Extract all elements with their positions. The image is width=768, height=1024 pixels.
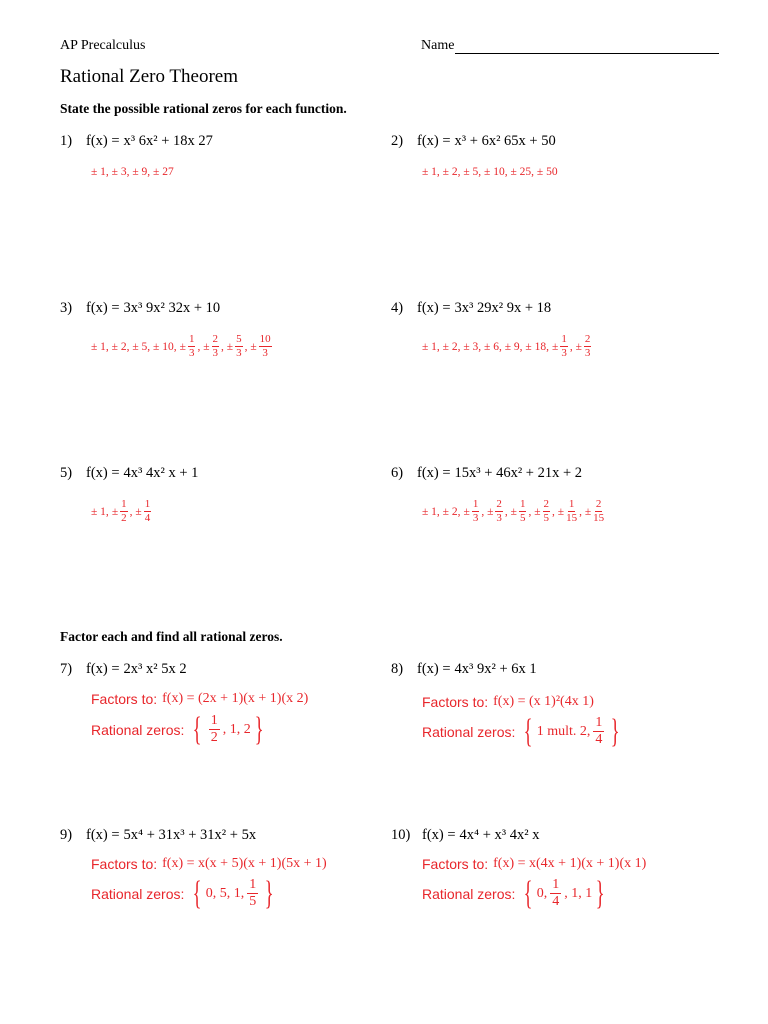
frac-sign: ± [179,340,186,353]
problem-5 [60,465,198,482]
zeros-prefix: 1 mult. 2, [536,723,591,739]
problem-number: 1) [60,133,73,149]
function-expression: 2x³ x² 5x 2 [123,661,187,677]
function-name: f(x) = [417,300,451,316]
answer-text: ± 1, ± 2, ± 5, ± 10, ± 25, ± 50 [422,166,558,178]
frac-sign: ± [552,340,559,353]
function-expression: 5x⁴ + 31x³ + 31x² + 5x [123,827,257,843]
function-expression: x³ 6x² + 18x 27 [123,133,213,149]
zeros-fraction: $\frac{1}{2}$ [210,713,218,745]
problem-2 [391,133,556,150]
answer-6 [422,498,606,525]
answer-fraction: $\frac{2}{3}$ [584,333,591,359]
answer-5 [91,498,153,525]
function-expression: 4x³ 9x² + 6x 1 [454,661,537,677]
answer-fraction: $\frac{1}{15}$ [566,498,578,524]
zeros-set: { 1 mult. 2, $\frac{1}{4}$ } [524,712,621,750]
function-name: f(x) = [86,465,120,481]
answer-prefix: ± 1, ± 2, ± 3, ± 6, ± 9, ± 18, [422,340,549,353]
answer-fraction: $\frac{2}{15}$ [593,498,605,524]
zeros-set: { $\frac{1}{2}$ , 1, 2 } [193,710,264,748]
problem-1 [60,133,213,150]
problem-10 [391,827,539,844]
frac-sign: , ± [481,505,494,518]
frac-sign: , ± [221,340,234,353]
function-expression: 3x³ 9x² 32x + 10 [123,300,221,316]
function-name: f(x) = [422,827,456,843]
answer-prefix: ± 1, ± 2, ± 5, ± 10, [91,340,177,353]
problem-number: 8) [391,661,404,677]
answer-1 [91,166,174,178]
answer-fraction: $\frac{1}{2}$ [121,498,127,524]
name-field[interactable] [421,38,719,54]
problem-number: 7) [60,661,73,677]
zeros-label: Rational zeros: [91,885,185,902]
section2-instruction: Factor each and find all rational zeros. [60,629,283,644]
function-name: f(x) = [417,465,451,481]
frac-sign: ± [463,505,470,518]
problem-7 [60,661,187,678]
zeros-7 [91,710,267,748]
zeros-label: Rational zeros: [422,723,516,740]
zeros-8 [422,712,624,750]
course-name: AP Precalculus [60,38,146,53]
factors-7 [91,691,308,707]
frac-sign: , ± [197,340,210,353]
factors-label: Factors to: [422,856,489,872]
zeros-fraction: $\frac{1}{5}$ [249,877,257,909]
problem-number: 3) [60,300,73,316]
function-expression: x³ + 6x² 65x + 50 [454,133,556,149]
answer-fraction: $\frac{1}{5}$ [519,498,526,524]
function-name: f(x) = [86,827,120,843]
factored-form: f(x) = x(x + 5)(x + 1)(5x + 1) [162,856,327,871]
answer-fraction: $\frac{1}{4}$ [144,498,151,524]
zeros-10 [422,874,609,912]
problem-4 [391,300,551,317]
factored-form: f(x) = x(4x + 1)(x + 1)(x 1) [493,856,647,871]
name-line[interactable] [455,41,719,54]
frac-sign: , ± [552,505,565,518]
answer-4 [422,333,593,360]
factors-8 [422,694,594,710]
zeros-suffix: , 1, 1 [564,885,593,901]
frac-sign: , ± [504,505,517,518]
factors-label: Factors to: [422,694,489,710]
problem-3 [60,300,220,317]
frac-sign: , ± [129,505,142,518]
frac-sign: , ± [579,505,592,518]
function-name: f(x) = [86,133,120,149]
function-expression: 4x⁴ + x³ 4x² x [459,827,540,843]
answer-fraction: $\frac{2}{5}$ [543,498,549,524]
frac-sign: ± [111,505,119,518]
factored-form: f(x) = (x 1)²(4x 1) [493,694,594,709]
answer-prefix: ± 1, [91,505,109,518]
function-expression: 15x³ + 46x² + 21x + 2 [454,465,583,481]
factors-label: Factors to: [91,691,158,707]
answer-prefix: ± 1, ± 2, [422,505,461,518]
zeros-set: { 0, 5, 1, $\frac{1}{5}$ } [193,874,274,912]
zeros-fraction: $\frac{1}{4}$ [552,877,560,909]
zeros-label: Rational zeros: [91,721,185,738]
function-name: f(x) = [417,661,451,677]
zeros-label: Rational zeros: [422,885,516,902]
problem-9 [60,827,256,844]
answer-fraction: $\frac{1}{3}$ [472,498,479,524]
function-name: f(x) = [86,661,120,677]
function-expression: 4x³ 4x² x + 1 [123,465,199,481]
zeros-suffix: , 1, 2 [222,721,251,737]
problem-number: 5) [60,465,73,481]
frac-sign: , ± [528,505,541,518]
answer-text: ± 1, ± 3, ± 9, ± 27 [91,166,174,178]
name-label: Name [421,38,455,53]
problem-number: 10) [391,827,411,843]
answer-3 [91,333,274,360]
factors-label: Factors to: [91,856,158,872]
problem-6 [391,465,582,482]
problem-8 [391,661,537,678]
answer-fraction: $\frac{2}{3}$ [212,333,218,359]
zeros-set: { 0, $\frac{1}{4}$ , 1, 1 } [524,874,605,912]
problem-number: 9) [60,827,73,843]
answer-fraction: $\frac{1}{3}$ [188,333,195,359]
function-name: f(x) = [86,300,120,316]
answer-fraction: $\frac{1}{3}$ [561,333,567,359]
problem-number: 6) [391,465,404,481]
zeros-9 [91,874,278,912]
answer-fraction: $\frac{5}{3}$ [236,333,242,359]
zeros-prefix: 0, [536,885,548,901]
zeros-fraction: $\frac{1}{4}$ [595,715,603,747]
answer-2 [422,166,558,178]
section1-instruction: State the possible rational zeros for each function. [60,101,347,116]
function-expression: 3x³ 29x² 9x + 18 [454,300,552,316]
worksheet-title: Rational Zero Theorem [60,66,238,87]
zeros-prefix: 0, 5, 1, [205,885,245,901]
answer-fraction: $\frac{2}{3}$ [496,498,502,524]
factors-9 [91,856,327,872]
problem-number: 4) [391,300,404,316]
answer-fraction: $\frac{10}{3}$ [259,333,271,359]
factors-10 [422,856,646,872]
function-name: f(x) = [417,133,451,149]
factored-form: f(x) = (2x + 1)(x + 1)(x 2) [162,691,309,706]
frac-sign: , ± [244,340,257,353]
frac-sign: , ± [569,340,582,353]
problem-number: 2) [391,133,404,149]
